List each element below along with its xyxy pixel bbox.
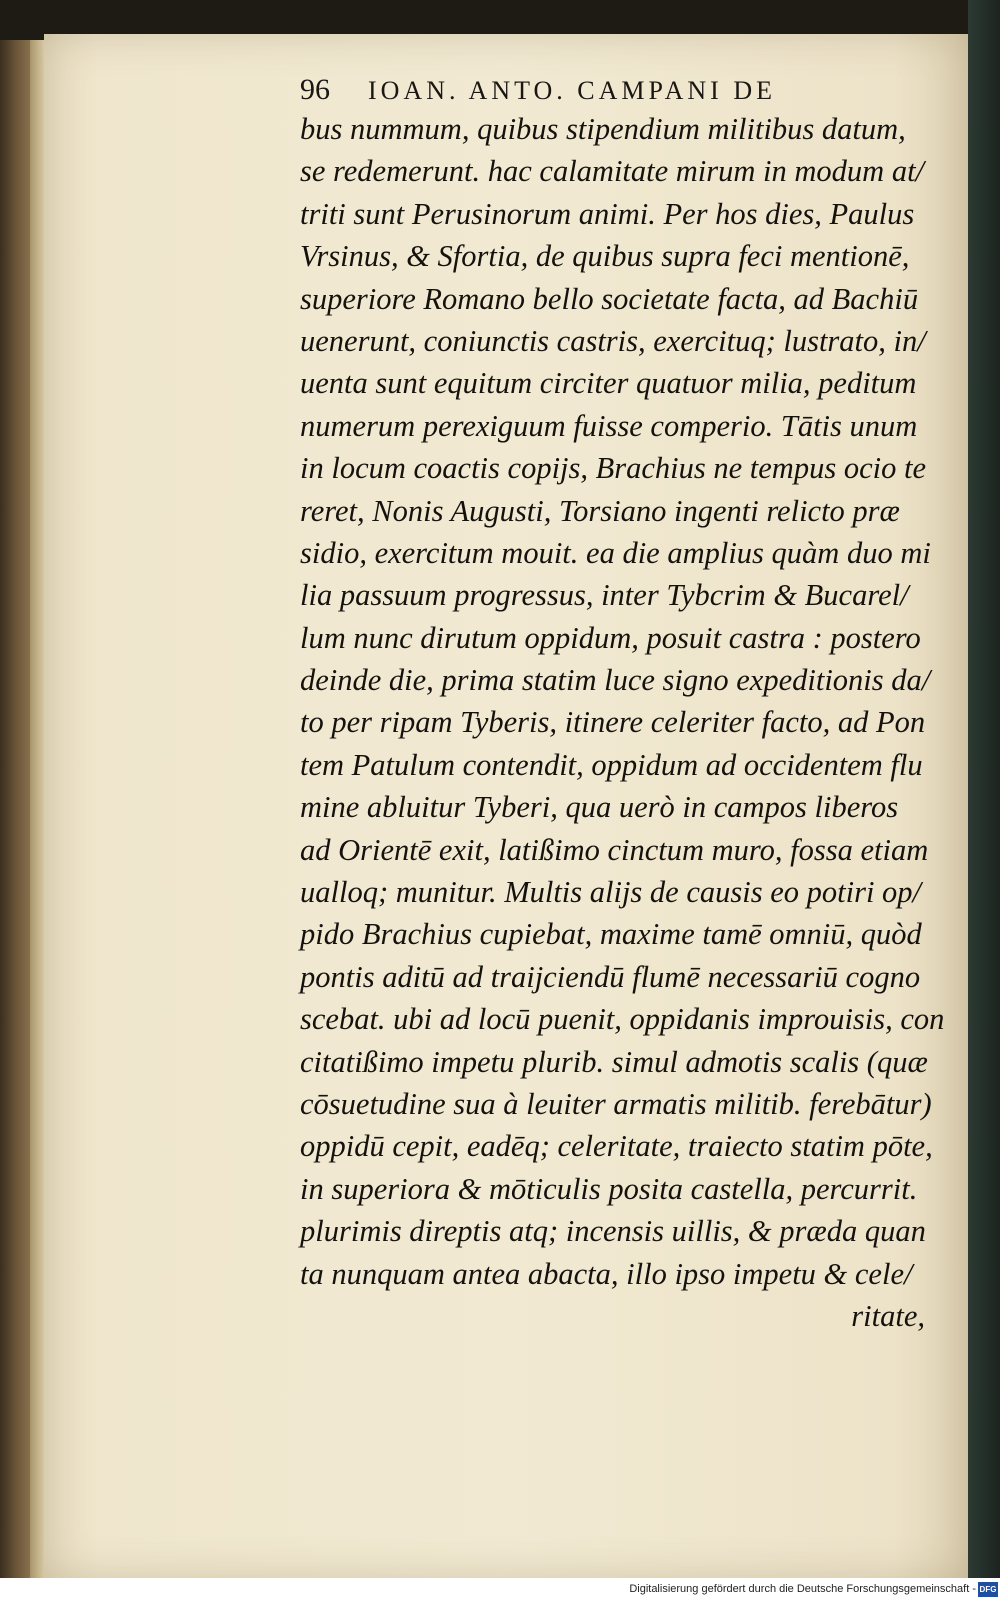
page-header <box>300 73 900 109</box>
text-line: pontis aditū ad traijciendū flumē necessariū cogno <box>300 959 921 994</box>
text-line: uenerunt, coniunctis castris, exercituq; lustrato, in/ <box>300 323 926 358</box>
text-line: triti sunt Perusinorum animi. Per hos dies, Paulus <box>300 196 915 231</box>
text-line: uenta sunt equitum circiter quatuor milia, peditum <box>300 366 917 401</box>
text-line: oppidū cepit, eadēq; celeritate, traiecto statim pōte, <box>300 1129 933 1164</box>
running-head: IOAN. ANTO. CAMPANI DE <box>368 76 776 105</box>
text-line: in locum coactis copijs, Brachius ne tempus ocio te <box>300 451 926 486</box>
body-text <box>300 108 945 1337</box>
footer-credit: Digitalisierung gefördert durch die Deutsche Forschungsgemeinschaft - <box>629 1583 976 1595</box>
text-line: pido Brachius cupiebat, maxime tamē omniū, quòd <box>300 917 922 952</box>
text-line: sidio, exercitum mouit. ea die amplius quàm duo mi <box>300 535 931 570</box>
text-line: superiore Romano bello societate facta, ad Bachiū <box>300 281 919 316</box>
catchword: ritate, <box>851 1298 925 1333</box>
text-line: plurimis direptis atq; incensis uillis, & præda quan <box>300 1214 926 1249</box>
text-line: bus nummum, quibus stipendium militibus datum, <box>300 112 906 146</box>
text-line: reret, Nonis Augusti, Torsiano ingenti relicto præ <box>300 493 900 528</box>
text-line: mine abluitur Tyberi, qua uerò in campos liberos <box>300 790 899 825</box>
text-line: ad Orientē exit, latißimo cinctum muro, fossa etiam <box>300 832 929 867</box>
binding-board-right <box>968 0 1000 1578</box>
text-line: ta nunquam antea abacta, illo ipso impetu & cele/ <box>300 1256 913 1291</box>
text-line: tem Patulum contendit, oppidum ad occidentem flu <box>300 747 923 782</box>
text-line: deinde die, prima statim luce signo expeditionis da/ <box>300 663 931 698</box>
text-line: to per ripam Tyberis, itinere celeriter facto, ad Pon <box>300 705 926 740</box>
text-line: scebat. ubi ad locū puenit, oppidanis improuisis, con <box>300 1002 945 1037</box>
text-line: se redemerunt. hac calamitate mirum in modum at/ <box>300 154 925 189</box>
text-line: cōsuetudine sua à leuiter armatis militib. ferebātur) <box>300 1086 932 1121</box>
text-line: lia passuum progressus, inter Tybcrim & Bucarel/ <box>300 578 909 613</box>
text-line: Vrsinus, & Sfortia, de quibus supra feci mentionē, <box>300 239 910 274</box>
text-line: ualloq; munitur. Multis alijs de causis eo potiri op/ <box>300 875 922 910</box>
text-line: citatißimo impetu plurib. simul admotis scalis (quæ <box>300 1044 928 1079</box>
text-line: lum nunc dirutum oppidum, posuit castra : postero <box>300 620 921 655</box>
text-line: numerum perexiguum fuisse comperio. Tātis unum <box>300 408 918 443</box>
dfg-logo: DFG <box>978 1582 998 1597</box>
footer-bar <box>0 1578 1000 1605</box>
page-number: 96 <box>300 73 330 106</box>
text-line: in superiora & mōticulis posita castella, percurrit. <box>300 1171 918 1206</box>
